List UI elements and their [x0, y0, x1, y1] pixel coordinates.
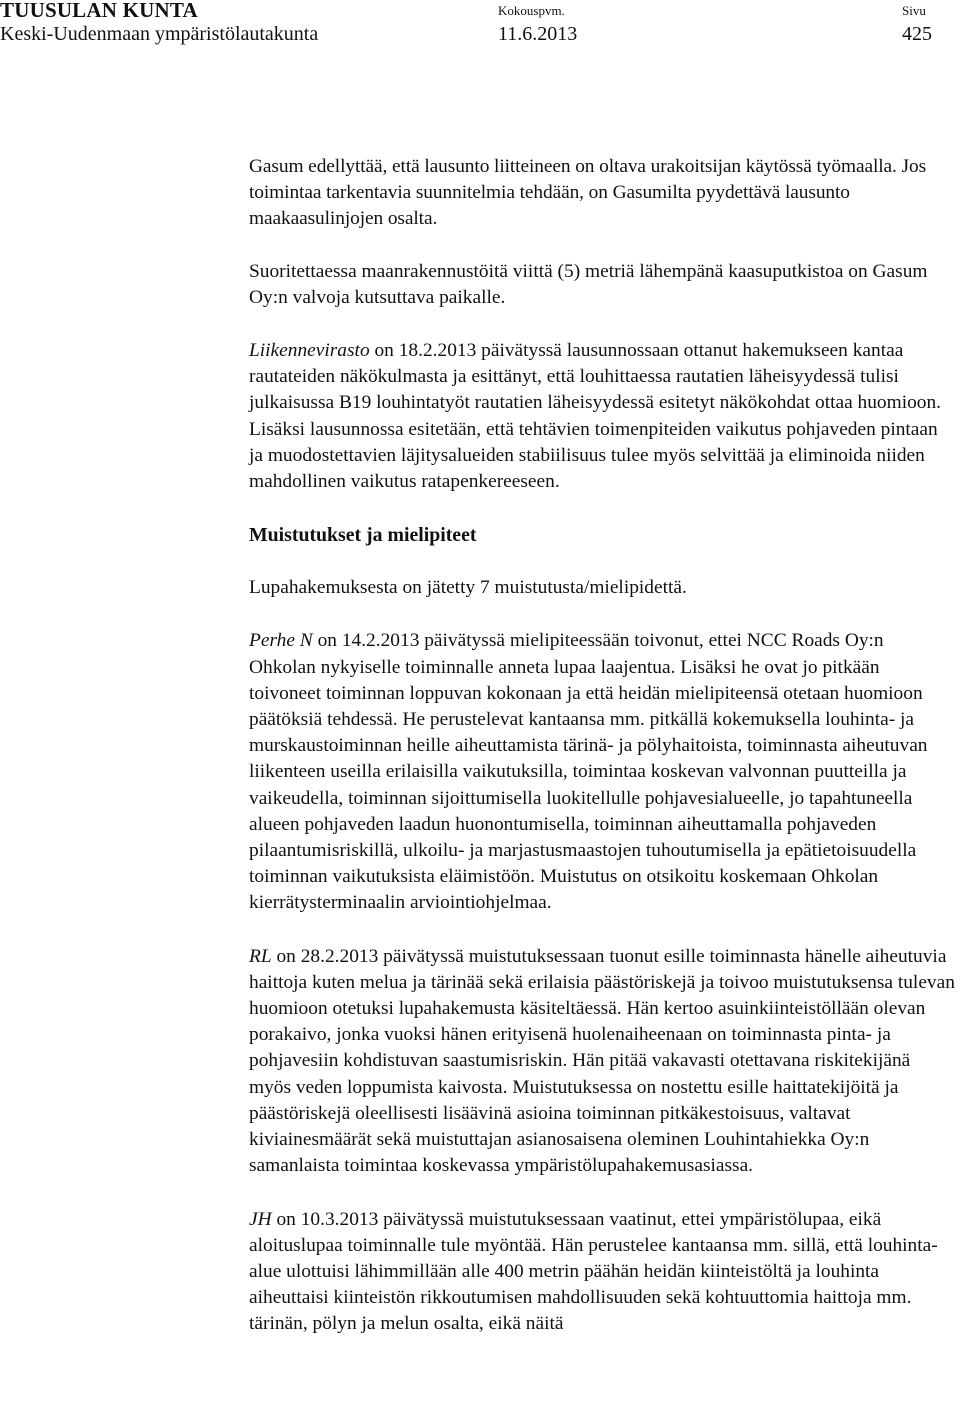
author-jh: JH	[249, 1208, 272, 1230]
author-liikennevirasto: Liikennevirasto	[249, 340, 370, 362]
paragraph-gasum-statement: Gasum edellyttää, että lausunto liitteineen on oltava urakoitsijan käytössä työmaalla. Jos toimintaa tarkentavia suunnitelmia tehdään, on Gasumilta pyydettävä lausunto maakaasulinjojen osalta.	[249, 156, 927, 230]
paragraph-gasum-supervisor: Suoritettaessa maanrakennustöitä viittä (5) metriä lähempänä kaasuputkistoa on Gasum Oy:n valvoja kutsuttava paikalle.	[249, 260, 928, 308]
meeting-date: 11.6.2013	[498, 23, 578, 45]
committee-name: Keski-Uudenmaan ympäristölautakunta	[0, 23, 319, 45]
paragraph-rl	[249, 944, 955, 1180]
document-body	[249, 154, 955, 1338]
section-heading: Muistutukset ja mielipiteet	[249, 524, 477, 547]
paragraph-jh	[249, 1207, 955, 1338]
municipality-name: TUUSULAN KUNTA	[0, 0, 198, 22]
paragraph-liikennevirasto-text: on 18.2.2013 päivätyssä lausunnossaan ottanut hakemukseen kantaa rautateiden näkökulmasta ja esittänyt, että louhittaessa rautatien läheisyydessä tulisi julkaisussa B19 louhintatyöt rautatien läheisyydessä esitetyt näkökohdat ottaa huomioon. Lisäksi lausunnossa esitetään, että tehtävien toimenpiteiden vaikutus pohjaveden pintaan ja muodostettavien läjitysalueiden stabiilisuus tulee myös selvittää ja eliminoida niiden mahdollinen vaikutus ratapenkereeseen.	[249, 340, 942, 493]
meeting-date-label: Kokouspvm.	[498, 3, 565, 18]
page-number: 425	[902, 23, 932, 45]
paragraph-rl-text: on 28.2.2013 päivätyssä muistutuksessaan tuonut esille toiminnasta hänelle aiheutuvia haittoja kuten melua ja tärinää sekä erilaisia päästöriskejä ja toivoo muistutuksensa tulevan huomioon otetuksi lupahakemusta käsiteltäessä. Hän kertoo asuinkiinteistöllään olevan porakaivo, jonka vuoksi hänen erityisenä huolenaiheenaan on toiminnasta pinta- ja pohjavesiin kohdistuvan saastumisriskin. Hän pitää vakavasti otettavana riskitekijänä myös veden loppumista kaivosta. Muistutuksessa on nostettu esille haittatekijöitä ja päästöriskejä oleellisesti lisäävinä asioina toiminnan pitkäkestoisuus, valtavat kiviainesmäärät sekä muistuttajan asianosaisena oleminen Louhintahiekka Oy:n samanlaista toimintaa koskevassa ympäristölupahakemusasiassa.	[249, 945, 955, 1177]
paragraph-perhe-n-text: on 14.2.2013 päivätyssä mielipiteessään toivonut, ettei NCC Roads Oy:n Ohkolan nykyiselle toiminnalle anneta lupaa laajentua. Lisäksi he ovat jo pitkään toivoneet toiminnan loppuvan kokonaan ja että heidän mielipiteensä otetaan huomioon päätöksiä tehdessä. He perustelevat kantaansa mm. pitkällä kokemuksella louhinta- ja murskaustoiminnan heille aiheuttamista tärinä- ja pölyhaitoista, toiminnasta aiheutuvan liikenteen useilla erilaisilla vaikutuksilla, toimintaa koskevan valvonnan puutteilla ja vaikeudella, toiminnan sijoittumisella luokitellulle pohjavesialueelle, jo tapahtuneella alueen pohjaveden laadun huonontumisella, toiminnan aiheuttamalla pohjaveden pilaantumisriskillä, ulkoilu- ja marjastusmaastojen tuhoutumisella ja epätietoisuudella toiminnan vaikutuksista eläimistöön. Muistutus on otsikoitu koskemaan Ohkolan kierrätysterminaalin arviointiohjelmaa.	[249, 630, 928, 914]
paragraph-objection-count: Lupahakemuksesta on jätetty 7 muistutusta/mielipidettä.	[249, 577, 687, 599]
author-perhe-n: Perhe N	[249, 630, 313, 652]
paragraph-perhe-n	[249, 628, 955, 916]
paragraph-jh-text: on 10.3.2013 päivätyssä muistutuksessaan vaatinut, ettei ympäristölupaa, eikä aloituslupaa toiminnalle tule myöntää. Hän perustelee kantaansa mm. sillä, että louhinta-alue ulottuisi lähimmillään alle 400 metrin päähän heidän kiinteistöltä ja louhinta aiheuttaisi kiinteistön rikkoutumisen mahdollisuuden sekä kohtuuttomia haittoja mm. tärinän, pölyn ja melun osalta, eikä näitä	[249, 1208, 938, 1335]
paragraph-liikennevirasto	[249, 338, 955, 495]
author-rl: RL	[249, 945, 272, 967]
page-number-label: Sivu	[902, 3, 926, 18]
